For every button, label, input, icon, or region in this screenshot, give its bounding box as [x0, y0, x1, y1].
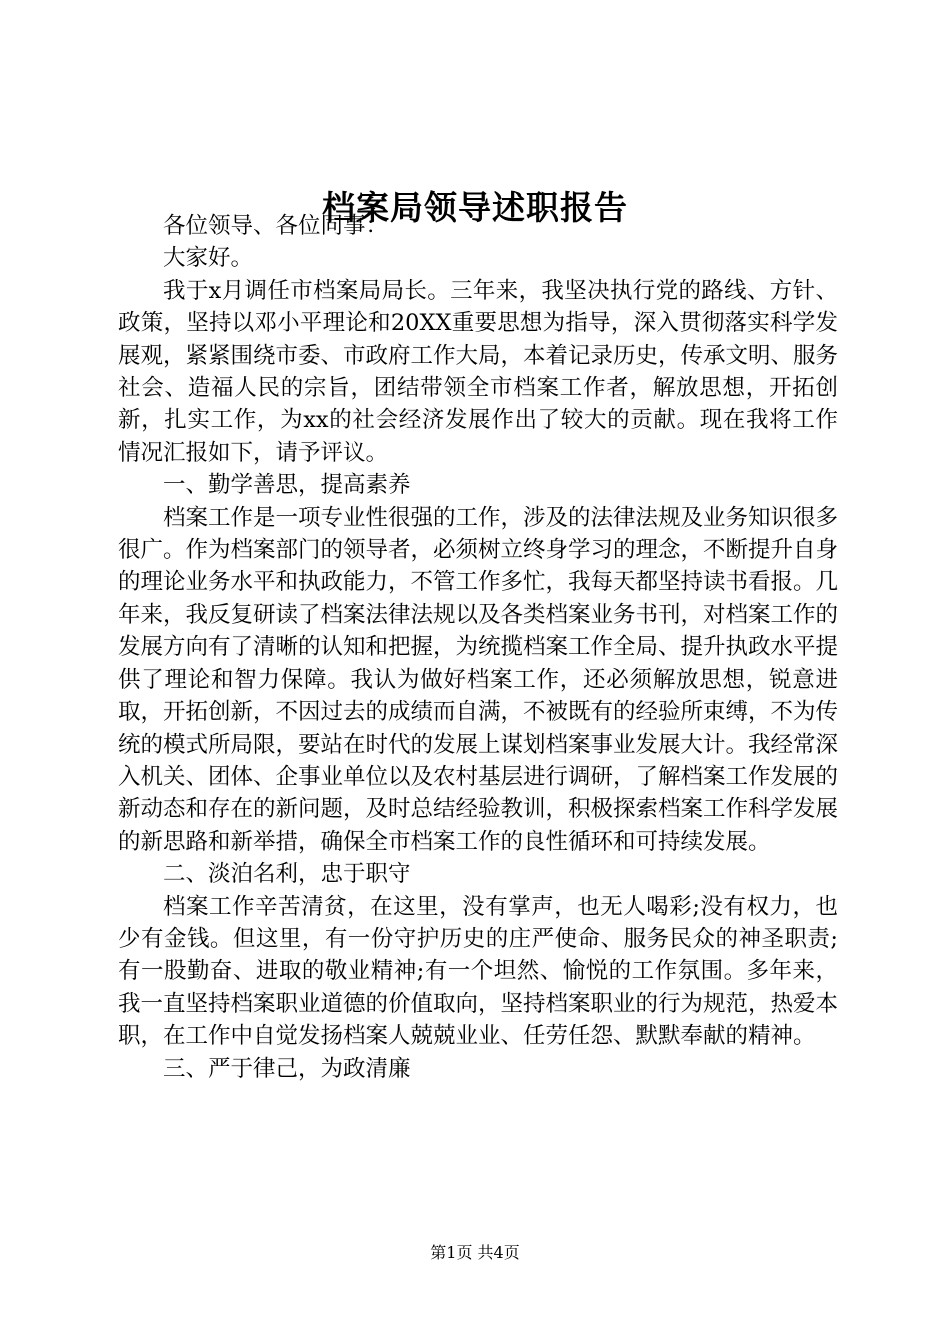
section-heading-3: 三、严于律己，为政清廉	[163, 1055, 411, 1082]
section-2-paragraph: 档案工作辛苦清贫，在这里，没有掌声，也无人喝彩;没有权力，也少有金钱。但这里，有一份守护历史的庄严使命、服务民众的神圣职责;有一股勤奋、进取的敬业精神;有一个坦然、愉悦的工作氛围。多年来，我一直坚持档案职业道德的价值取向，坚持档案职业的行为规范，热爱本职，在工作中自觉发扬档案人兢兢业业、任劳任怨、默默奉献的精神。	[118, 893, 839, 1050]
section-heading-2: 二、淡泊名利，忠于职守	[163, 861, 411, 888]
intro-paragraph: 我于x月调任市档案局局长。三年来，我坚决执行党的路线、方针、政策，坚持以邓小平理论和20XX重要思想为指导，深入贯彻落实科学发展观，紧紧围绕市委、市政府工作大局，本着记录历史，传承文明、服务社会、造福人民的宗旨，团结带领全市档案工作者，解放思想，开拓创新，扎实工作，为xx的社会经济发展作出了较大的贡献。现在我将工作情况汇报如下，请予评议。	[118, 277, 839, 466]
section-heading-1: 一、勤学善思，提高素养	[163, 472, 411, 499]
section-1-paragraph: 档案工作是一项专业性很强的工作，涉及的法律法规及业务知识很多很广。作为档案部门的领导者，必须树立终身学习的理念，不断提升自身的理论业务水平和执政能力，不管工作多忙，我每天都坚持读书看报。几年来，我反复研读了档案法律法规以及各类档案业务书刊，对档案工作的发展方向有了清晰的认知和把握，为统揽档案工作全局、提升执政水平提供了理论和智力保障。我认为做好档案工作，还必须解放思想，锐意进取，开拓创新，不因过去的成绩而自满，不被既有的经验所束缚，不为传统的模式所局限，要站在时代的发展上谋划档案事业发展大计。我经常深入机关、团体、企事业单位以及农村基层进行调研，了解档案工作发展的新动态和存在的新问题，及时总结经验教训，积极探索档案工作科学发展的新思路和新举措，确保全市档案工作的良性循环和可持续发展。	[118, 504, 839, 855]
document-body	[118, 210, 838, 1085]
page-footer: 第1页 共4页	[430, 1243, 520, 1262]
salutation: 各位领导、各位同事：	[163, 213, 389, 239]
greeting: 大家好。	[163, 245, 254, 272]
document-title: 档案局领导述职报告	[322, 188, 628, 227]
